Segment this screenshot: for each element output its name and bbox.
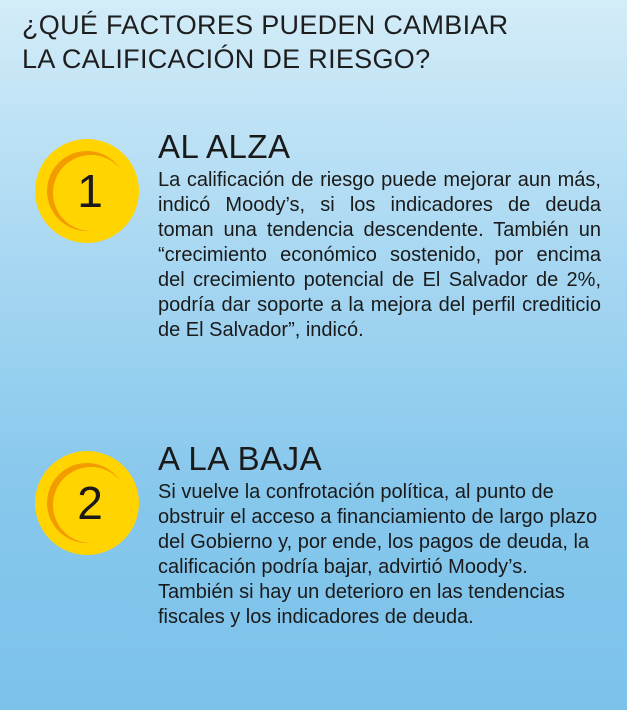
section-number: 2 [77, 477, 103, 529]
section-heading: A LA BAJA [158, 440, 323, 477]
section-text: La calificación de riesgo puede mejorar aun más, indicó Moody’s, si los indicadores de deuda toman una tendencia descendente. También un “crecimiento económico sostenido, por encima del crecimiento potencial de El Salvador de 2%, podría dar soporte a la mejora del perfil crediticio de El Salvador”, indicó. [158, 169, 601, 341]
number-badge-icon [34, 138, 140, 244]
section-number: 1 [77, 165, 103, 217]
page-title: ¿QUÉ FACTORES PUEDEN CAMBIAR LA CALIFICACIÓN DE RIESGO? [22, 10, 509, 74]
number-badge-icon [34, 450, 140, 556]
section-text: Si vuelve la confrotación política, al punto de obstruir el acceso a financiamiento de largo plazo del Gobierno y, por ende, los pagos de deuda, la calificación podría bajar, advirtió Moody’s. También si hay un deterioro en las tendencias fiscales y los indicadores de deuda. [158, 481, 598, 628]
section-heading: AL ALZA [158, 128, 291, 165]
